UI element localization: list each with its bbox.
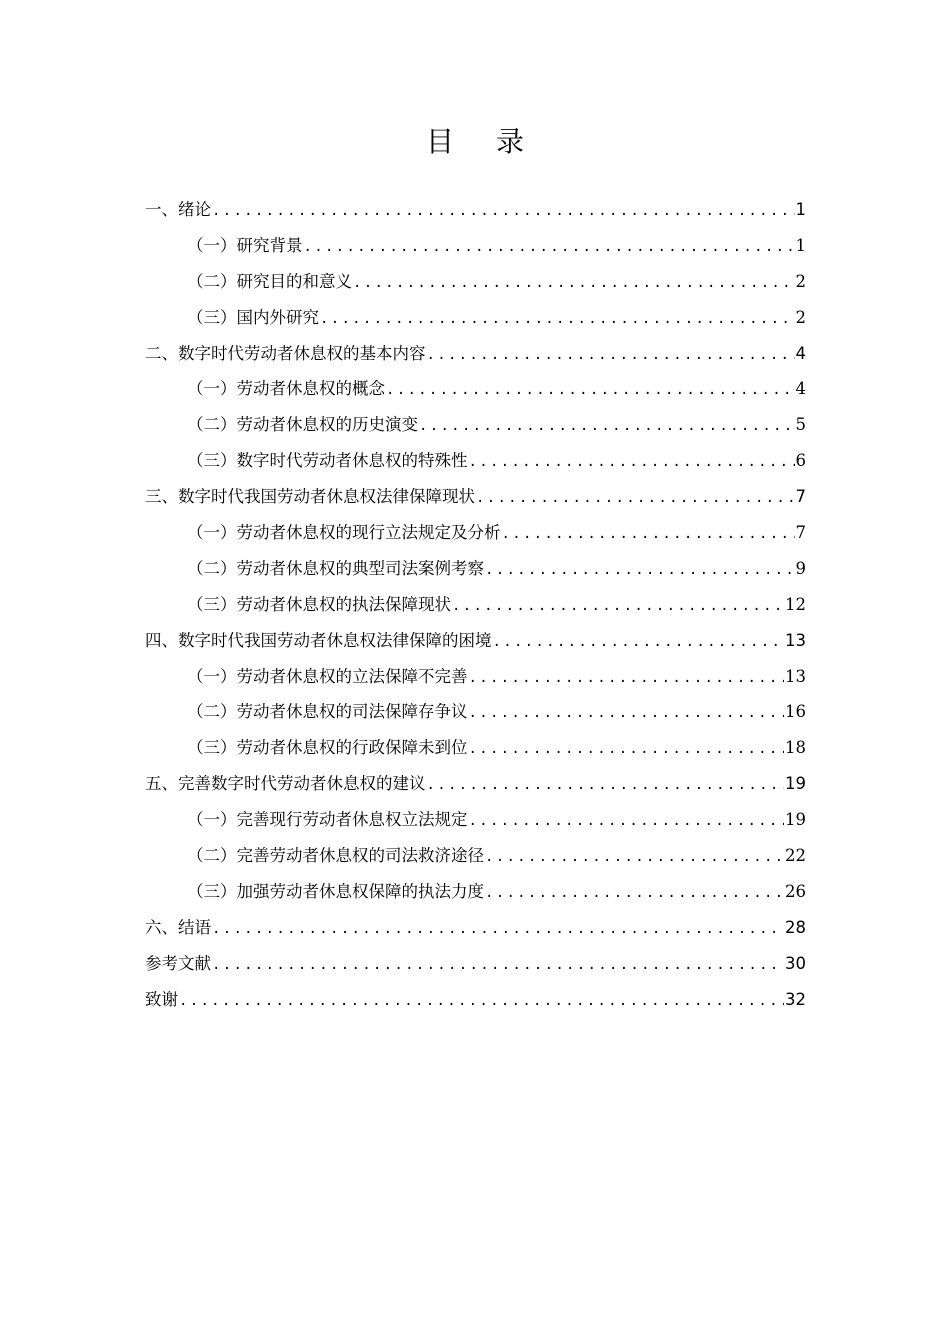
toc-page-number: 4 [795, 343, 806, 363]
toc-entry-label: 五、完善数字时代劳动者休息权的建议 [145, 774, 426, 794]
toc-section-entry[interactable] [145, 300, 806, 336]
toc-dot-leader [179, 983, 784, 1019]
toc-dot-leader [476, 480, 795, 516]
toc-section-entry[interactable] [145, 228, 806, 264]
toc-entry-label: （三）数字时代劳动者休息权的特殊性 [187, 451, 468, 471]
toc-entry-label: （二）劳动者休息权的历史演变 [187, 415, 418, 435]
toc-dot-leader [427, 337, 795, 373]
toc-page-number: 13 [785, 666, 806, 686]
toc-entry-label: （三）劳动者休息权的行政保障未到位 [187, 738, 468, 758]
toc-entry-label: （三）劳动者休息权的执法保障现状 [187, 594, 451, 614]
toc-entry-label: （二）劳动者休息权的司法保障存争议 [187, 702, 468, 722]
toc-dot-leader [427, 767, 785, 803]
toc-page-number: 16 [785, 702, 806, 722]
toc-dot-leader [485, 875, 784, 911]
toc-chapter-entry[interactable] [145, 623, 806, 659]
toc-section-entry[interactable] [145, 371, 806, 407]
toc-section-entry[interactable] [145, 838, 806, 874]
toc-section-entry[interactable] [145, 802, 806, 838]
toc-page-number: 2 [795, 307, 806, 327]
toc-entry-label: 三、数字时代我国劳动者休息权法律保障现状 [145, 487, 475, 507]
toc-page-number: 2 [795, 271, 806, 291]
toc-dot-leader [353, 265, 795, 301]
toc-page-number: 4 [795, 379, 806, 399]
toc-dot-leader [320, 301, 795, 337]
toc-entry-label: （三）国内外研究 [187, 307, 319, 327]
toc-dot-leader [469, 731, 785, 767]
toc-page-number: 5 [795, 415, 806, 435]
toc-chapter-entry[interactable] [145, 192, 806, 228]
toc-title: 目录 [425, 125, 566, 158]
toc-dot-leader [485, 839, 784, 875]
toc-page-number: 19 [785, 774, 806, 794]
toc-page-number: 7 [795, 523, 806, 543]
toc-chapter-entry[interactable] [145, 910, 806, 946]
toc-section-entry[interactable] [145, 551, 806, 587]
toc-chapter-entry[interactable] [145, 479, 806, 515]
toc-dot-leader [485, 552, 795, 588]
toc-section-entry[interactable] [145, 264, 806, 300]
toc-dot-leader [304, 229, 795, 265]
toc-section-entry[interactable] [145, 874, 806, 910]
toc-page-number: 22 [785, 846, 806, 866]
toc-entry-label: （二）完善劳动者休息权的司法救济途径 [187, 846, 484, 866]
toc-entry-label: （二）研究目的和意义 [187, 271, 352, 291]
toc-dot-leader [469, 444, 795, 480]
toc-dot-leader [469, 695, 785, 731]
toc-entry-label: 四、数字时代我国劳动者休息权法律保障的困境 [145, 630, 492, 650]
toc-dot-leader [212, 911, 784, 947]
toc-entry-label: （一）劳动者休息权的概念 [187, 379, 385, 399]
toc-section-entry[interactable] [145, 587, 806, 623]
toc-section-entry[interactable] [145, 730, 806, 766]
toc-section-entry[interactable] [145, 659, 806, 695]
toc-dot-leader [212, 193, 795, 229]
toc-entry-label: （一）研究背景 [187, 235, 303, 255]
toc-entry-label: （三）加强劳动者休息权保障的执法力度 [187, 881, 484, 901]
toc-page-number: 26 [785, 881, 806, 901]
toc-entry-label: 六、结语 [145, 917, 211, 937]
toc-page-number: 7 [795, 487, 806, 507]
toc-dot-leader [452, 588, 784, 624]
toc-chapter-entry[interactable] [145, 336, 806, 372]
toc-dot-leader [502, 516, 795, 552]
toc-entry-label: 参考文献 [145, 953, 211, 973]
toc-page-number: 30 [785, 953, 806, 973]
toc-entry-label: （一）劳动者休息权的立法保障不完善 [187, 666, 468, 686]
toc-dot-leader [212, 947, 784, 983]
toc-entry-label: （二）劳动者休息权的典型司法案例考察 [187, 558, 484, 578]
toc-entry-label: 致谢 [145, 989, 178, 1009]
toc-page-number: 13 [785, 630, 806, 650]
toc-dot-leader [419, 408, 795, 444]
toc-page-number: 1 [795, 200, 806, 219]
toc-page-number: 19 [785, 810, 806, 830]
toc-page-number: 6 [795, 451, 806, 471]
toc-page-number: 32 [785, 989, 806, 1009]
toc-section-entry[interactable] [145, 407, 806, 443]
toc-entry-label: （一）完善现行劳动者休息权立法规定 [187, 810, 468, 830]
toc-dot-leader [493, 624, 785, 660]
toc-chapter-entry[interactable] [145, 982, 806, 1018]
toc-section-entry[interactable] [145, 694, 806, 730]
toc-entry-label: 二、数字时代劳动者休息权的基本内容 [145, 343, 426, 363]
toc-section-entry[interactable] [145, 515, 806, 551]
toc-dot-leader [386, 372, 795, 408]
toc-dot-leader [469, 803, 785, 839]
toc-page-number: 1 [795, 235, 806, 255]
toc-entry-label: （一）劳动者休息权的现行立法规定及分析 [187, 523, 501, 543]
toc-dot-leader [469, 660, 785, 696]
toc-page-number: 28 [785, 917, 806, 937]
toc-page-number: 18 [785, 738, 806, 758]
toc-chapter-entry[interactable] [145, 766, 806, 802]
toc-page-number: 12 [785, 594, 806, 614]
toc-page-number: 9 [795, 558, 806, 578]
toc-chapter-entry[interactable] [145, 946, 806, 982]
table-of-contents [145, 192, 806, 1017]
toc-section-entry[interactable] [145, 443, 806, 479]
toc-entry-label: 一、绪论 [145, 200, 211, 219]
